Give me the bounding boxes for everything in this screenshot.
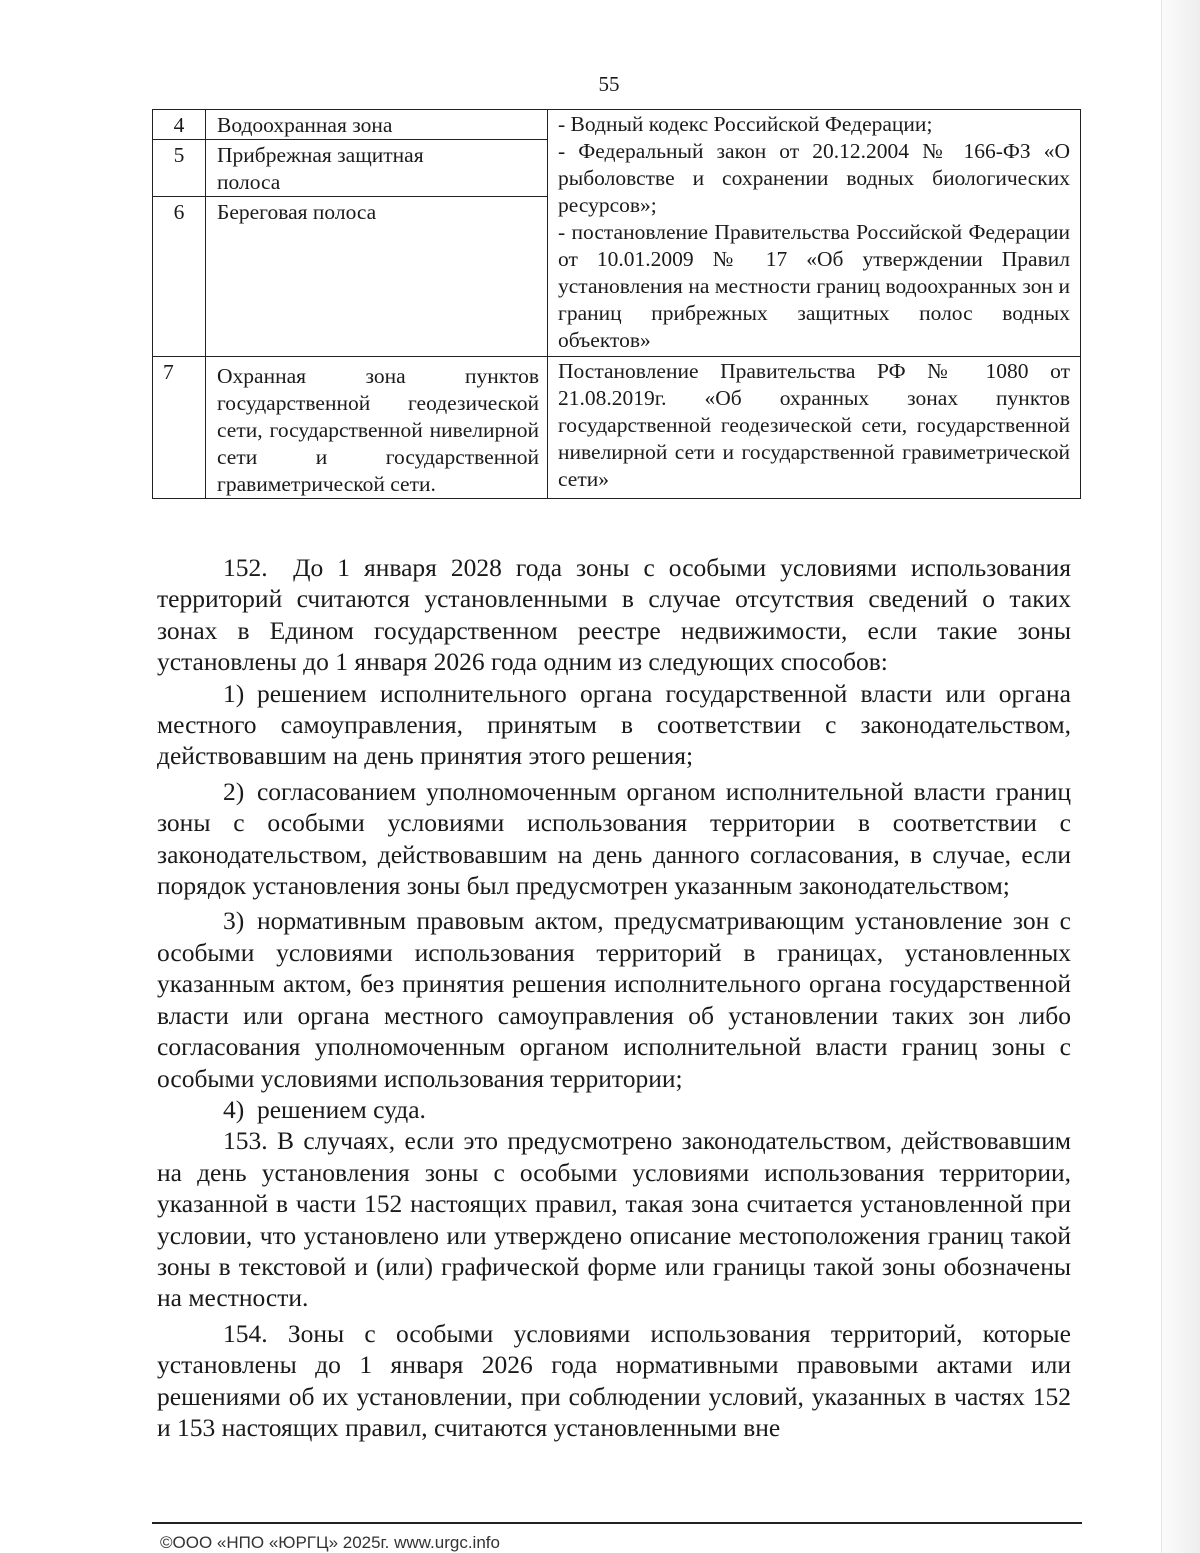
law-item: - постановление Правительства Российской Федерации от 10.01.2009 № 17 «Об утверждении Правил установления на местности границ водоохранных зон и границ прибрежных защитных полос водных объектов» [558,220,1070,352]
list-item-2: 2) согласованием уполномоченным органом исполнительной власти границ зоны с особыми условиями использования территории в соответствии с законодательством, действовавшим на день данного согласования, в случае, если порядок установления зоны был предусмотрен указанным законодательством; [157,776,1071,901]
footer-divider [152,1522,1082,1524]
zone-name: Охранная зона пунктов государственной геодезической сети, государственной нивелирной сети и государственной гравиметрической сети. [206,357,548,499]
row-number: 7 [153,357,206,499]
row-number: 4 [153,110,206,140]
paragraph-154: 154. Зоны с особыми условиями использования территорий, которые установлены до 1 января 2026 года нормативными правовыми актами или решениями об их установлении, при соблюдении условий, указанных в частях 152 и 153 настоящих правил, считаются установленными вне [157,1318,1071,1442]
page-number: 55 [598,72,620,96]
scan-edge [1161,0,1200,1553]
row-number: 5 [153,140,206,197]
table-row [153,110,1081,140]
zone-name: Прибрежная защитная полоса [206,140,548,197]
law-cell [548,110,1081,357]
law-cell: Постановление Правительства РФ № 1080 от 21.08.2019г. «Об охранных зонах пунктов государственной геодезической сети, государственной нивелирной сети и государственной гравиметрической сети» [548,357,1081,499]
list-item-3: 3) нормативным правовым актом, предусматривающим установление зон с особыми условиями использования территорий в границах, установленных указанным актом, без принятия решения исполнительного органа государственной власти или органа местного самоуправления об установлении таких зон либо согласования уполномоченным органом исполнительной власти границ зоны с особыми условиями использования территории; [157,906,1071,1093]
list-item-4: 4) решением суда. [223,1094,426,1124]
paragraph-153: 153. В случаях, если это предусмотрено законодательством, действовавшим на день установления зоны с особыми условиями использования территории, указанной в части 152 настоящих правил, такая зона считается установленной при условии, что установлено или утверждено описание местоположения границ такой зоны в текстовой и (или) графической форме или границы такой зоны обозначены на местности. [157,1126,1071,1313]
row-number: 6 [153,197,206,357]
document-body [157,552,1071,1443]
zone-name: Водоохранная зона [206,110,548,140]
footer-copyright: ©ООО «НПО «ЮРГЦ» 2025г. www.urgc.info [160,1533,500,1552]
law-item: - Водный кодекс Российской Федерации; [558,112,933,136]
table-row [153,357,1081,499]
zone-name: Береговая полоса [206,197,548,357]
law-item: - Федеральный закон от 20.12.2004 № 166-ФЗ «О рыболовстве и сохранении водных биологических ресурсов»; [558,139,1070,217]
paragraph-152: 152. До 1 января 2028 года зоны с особыми условиями использования территорий считаются установленными в случае отсутствия сведений о таких зонах в Едином государственном реестре недвижимости, если такие зоны установлены до 1 января 2026 года одним из следующих способов: [157,553,1071,677]
zones-table [152,109,1081,499]
list-item-1: 1) решением исполнительного органа государственной власти или органа местного самоуправления, принятым в соответствии с законодательством, действовавшим на день принятия этого решения; [157,678,1071,771]
